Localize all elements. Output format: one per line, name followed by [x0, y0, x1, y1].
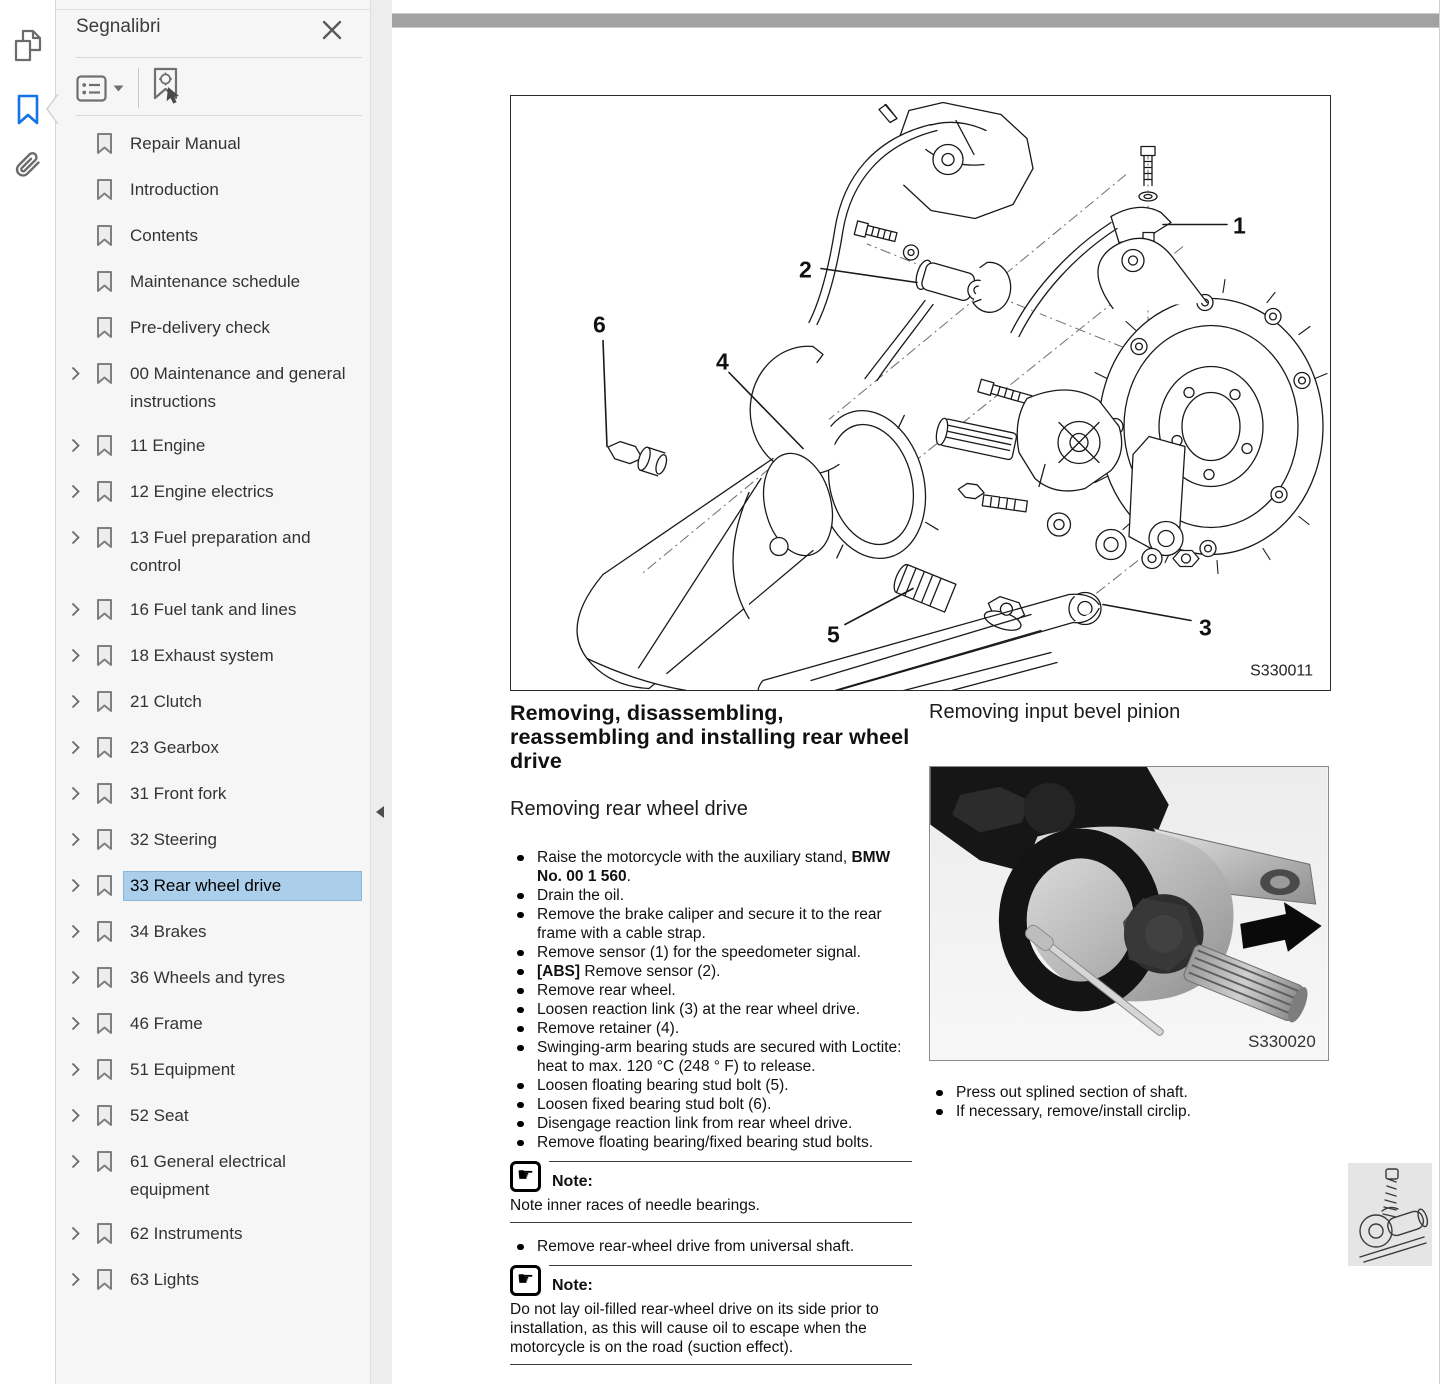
bookmark-icon [95, 641, 123, 673]
chevron-right-icon[interactable] [71, 431, 95, 458]
callout-3: 3 [1199, 614, 1212, 641]
bookmark-item[interactable] [56, 470, 370, 516]
chevron-right-icon[interactable] [71, 1055, 95, 1082]
list-item: [ABS] Remove sensor (2). [510, 962, 912, 981]
chevron-right-icon[interactable] [71, 1265, 95, 1292]
list-item: Remove retainer (4). [510, 1019, 912, 1038]
procedure-list [929, 1083, 1331, 1121]
callout-2: 2 [799, 256, 812, 283]
new-bookmark-icon[interactable] [151, 67, 183, 110]
bookmark-item-label: Repair Manual [130, 134, 241, 153]
chevron-right-icon[interactable] [71, 687, 95, 714]
panel-collapse-arrow-icon[interactable] [376, 806, 384, 818]
bookmark-list [56, 122, 370, 1304]
callout-4: 4 [716, 348, 729, 375]
list-item: Drain the oil. [510, 886, 912, 905]
bookmark-icon [95, 313, 123, 345]
note-block [510, 1265, 912, 1365]
bookmark-icon [95, 523, 123, 555]
bookmark-icon [95, 595, 123, 627]
chevron-right-icon[interactable] [71, 963, 95, 990]
note-block [510, 1161, 912, 1223]
bookmark-item-label: 33 Rear wheel drive [123, 871, 362, 901]
bookmark-item-label: 21 Clutch [130, 692, 202, 711]
bookmark-item-label: Pre-delivery check [130, 318, 270, 337]
list-item: Loosen fixed bearing stud bolt (6). [510, 1095, 912, 1114]
bookmark-item[interactable] [56, 864, 370, 910]
bookmark-icon [95, 779, 123, 811]
chevron-right-icon[interactable] [71, 641, 95, 668]
page-thumbnails-icon[interactable] [11, 28, 45, 69]
figure-id-label: S330011 [1250, 662, 1313, 680]
bookmark-item-label: 00 Maintenance and general instructions [130, 364, 346, 411]
bookmarks-panel [56, 0, 370, 1384]
bookmark-item[interactable] [56, 1094, 370, 1140]
bookmark-item-label: 32 Steering [130, 830, 217, 849]
bookmark-icon [95, 963, 123, 995]
bookmark-item[interactable] [56, 818, 370, 864]
photo-id-label: S330020 [1248, 1032, 1316, 1052]
chevron-right-icon[interactable] [71, 523, 95, 550]
bookmark-item[interactable] [56, 956, 370, 1002]
bookmark-icon [95, 359, 123, 391]
bookmark-icon [95, 1055, 123, 1087]
list-item: Loosen floating bearing stud bolt (5). [510, 1076, 912, 1095]
attachments-icon[interactable] [11, 148, 47, 193]
toolbar-divider [138, 68, 139, 108]
note-hand-icon: ☛ [510, 1161, 541, 1192]
bookmark-icon [95, 1147, 123, 1179]
list-item: Remove sensor (1) for the speedometer signal. [510, 943, 912, 962]
bookmark-icon [95, 175, 123, 207]
document-view [392, 0, 1445, 1384]
bookmark-icon [95, 825, 123, 857]
bookmarks-panel-icon[interactable] [15, 94, 41, 131]
list-item: Swinging-arm bearing studs are secured with Loctite: heat to max. 120 °C (248 ° F) to release. [510, 1038, 912, 1076]
chevron-right-icon[interactable] [71, 1009, 95, 1036]
right-column [929, 701, 1331, 1121]
note-label: Note: [552, 1173, 593, 1190]
chevron-right-icon[interactable] [71, 1147, 95, 1174]
list-item: Loosen reaction link (3) at the rear wheel drive. [510, 1000, 912, 1019]
note-text: Note inner races of needle bearings. [510, 1197, 760, 1214]
chevron-right-icon[interactable] [71, 917, 95, 944]
bookmark-icon [95, 917, 123, 949]
bookmark-icon [95, 221, 123, 253]
chevron-right-icon[interactable] [71, 477, 95, 504]
bookmark-item[interactable] [56, 260, 370, 306]
bookmark-item-label: 46 Frame [130, 1014, 203, 1033]
bookmark-icon [95, 267, 123, 299]
chevron-spacer [71, 129, 95, 136]
chapter-thumbnail [1348, 1163, 1432, 1266]
bookmark-item-label: 12 Engine electrics [130, 482, 274, 501]
bookmark-icon [95, 687, 123, 719]
bookmark-icon [95, 431, 123, 463]
left-column [510, 701, 912, 1365]
bookmark-item[interactable] [56, 424, 370, 470]
bevel-pinion-photo [929, 766, 1329, 1061]
chevron-right-icon[interactable] [71, 733, 95, 760]
active-panel-notch [44, 94, 58, 124]
chevron-spacer [71, 267, 95, 274]
subsection-title: Removing input bevel pinion [929, 701, 1181, 723]
list-item: Remove rear wheel. [510, 981, 912, 1000]
bookmark-item-label: 61 General electrical equipment [130, 1152, 286, 1199]
bookmark-item[interactable] [56, 1002, 370, 1048]
bookmark-item-label: 62 Instruments [130, 1224, 243, 1243]
chevron-spacer [71, 313, 95, 320]
chevron-right-icon[interactable] [71, 1101, 95, 1128]
bookmark-item-label: 34 Brakes [130, 922, 207, 941]
section-title: Removing, disassembling, reassembling and installing rear wheel drive [510, 701, 910, 773]
chevron-spacer [71, 221, 95, 228]
list-item: If necessary, remove/install circlip. [929, 1102, 1331, 1121]
bookmark-icon [95, 1101, 123, 1133]
navigation-rail [0, 0, 56, 1384]
bookmark-item[interactable] [56, 1140, 370, 1212]
note-text: Do not lay oil-filled rear-wheel drive on its side prior to installation, as this will cause oil to escape when the motorcycle is on the road (suction effect). [510, 1301, 879, 1356]
chevron-right-icon[interactable] [71, 825, 95, 852]
bookmark-item-label: 23 Gearbox [130, 738, 219, 757]
bookmark-item-label: 51 Equipment [130, 1060, 235, 1079]
chevron-spacer [71, 175, 95, 182]
bookmark-item[interactable] [56, 1212, 370, 1258]
close-icon[interactable] [320, 18, 344, 42]
chevron-right-icon[interactable] [71, 1219, 95, 1246]
bookmark-item[interactable] [56, 122, 370, 168]
divider [76, 115, 362, 116]
subsection-title: Removing rear wheel drive [510, 798, 748, 820]
bookmark-item-label: 36 Wheels and tyres [130, 968, 285, 987]
bookmark-item[interactable] [56, 516, 370, 588]
callout-6: 6 [593, 311, 606, 338]
chevron-right-icon[interactable] [71, 779, 95, 806]
page-gap-bar [392, 13, 1440, 28]
bookmark-icon [95, 871, 123, 903]
bookmark-item-label: 63 Lights [130, 1270, 199, 1289]
procedure-list [510, 848, 912, 1152]
bookmark-item[interactable] [56, 214, 370, 260]
bookmark-icon [95, 1219, 123, 1251]
bookmark-item[interactable] [56, 1258, 370, 1304]
bookmark-item[interactable] [56, 306, 370, 352]
bookmark-icon [95, 1009, 123, 1041]
procedure-list [510, 1237, 912, 1256]
bookmark-item[interactable] [56, 680, 370, 726]
bookmark-item[interactable] [56, 352, 370, 424]
bookmark-item-label: Contents [130, 226, 199, 245]
bookmark-item-label: 16 Fuel tank and lines [130, 600, 297, 619]
chevron-right-icon[interactable] [71, 359, 95, 386]
bookmark-icon [95, 129, 123, 161]
bookmark-item-label: 31 Front fork [130, 784, 227, 803]
panel-scrollbar[interactable] [370, 0, 393, 1384]
panel-top-divider [56, 9, 370, 10]
bookmark-item[interactable] [56, 910, 370, 956]
bookmark-item-label: Maintenance schedule [130, 272, 301, 291]
bookmark-item-label: Introduction [130, 180, 219, 199]
bookmark-icon [95, 1265, 123, 1297]
list-item: Disengage reaction link from rear wheel drive. [510, 1114, 912, 1133]
bookmark-options-icon[interactable] [76, 75, 124, 102]
bookmark-item-label: 18 Exhaust system [130, 646, 274, 665]
bookmark-item[interactable] [56, 588, 370, 634]
divider [76, 57, 362, 58]
bookmark-item[interactable] [56, 726, 370, 772]
bookmark-icon [95, 477, 123, 509]
bookmark-item-label: 11 Engine [130, 436, 206, 455]
list-item: Press out splined section of shaft. [929, 1083, 1331, 1102]
note-label: Note: [552, 1277, 593, 1294]
bookmark-item[interactable] [56, 634, 370, 680]
list-item: Remove floating bearing/fixed bearing stud bolts. [510, 1133, 912, 1152]
chevron-right-icon[interactable] [71, 871, 95, 898]
bookmark-item-label: 13 Fuel preparation and control [130, 528, 311, 575]
list-item: Raise the motorcycle with the auxiliary stand, BMW No. 00 1 560. [510, 848, 912, 886]
bookmark-item-label: 52 Seat [130, 1106, 189, 1125]
panel-title: Segnalibri [76, 16, 161, 37]
callout-1: 1 [1233, 212, 1246, 239]
list-item: Remove the brake caliper and secure it to the rear frame with a cable strap. [510, 905, 912, 943]
list-item: Remove rear-wheel drive from universal shaft. [510, 1237, 912, 1256]
bookmark-item[interactable] [56, 772, 370, 818]
chevron-right-icon[interactable] [71, 595, 95, 622]
exploded-view-figure [510, 95, 1331, 691]
callout-5: 5 [827, 621, 840, 648]
bookmark-item[interactable] [56, 1048, 370, 1094]
bookmark-item[interactable] [56, 168, 370, 214]
bookmark-icon [95, 733, 123, 765]
scrollbar-track[interactable] [1439, 0, 1440, 1384]
note-hand-icon: ☛ [510, 1265, 541, 1296]
